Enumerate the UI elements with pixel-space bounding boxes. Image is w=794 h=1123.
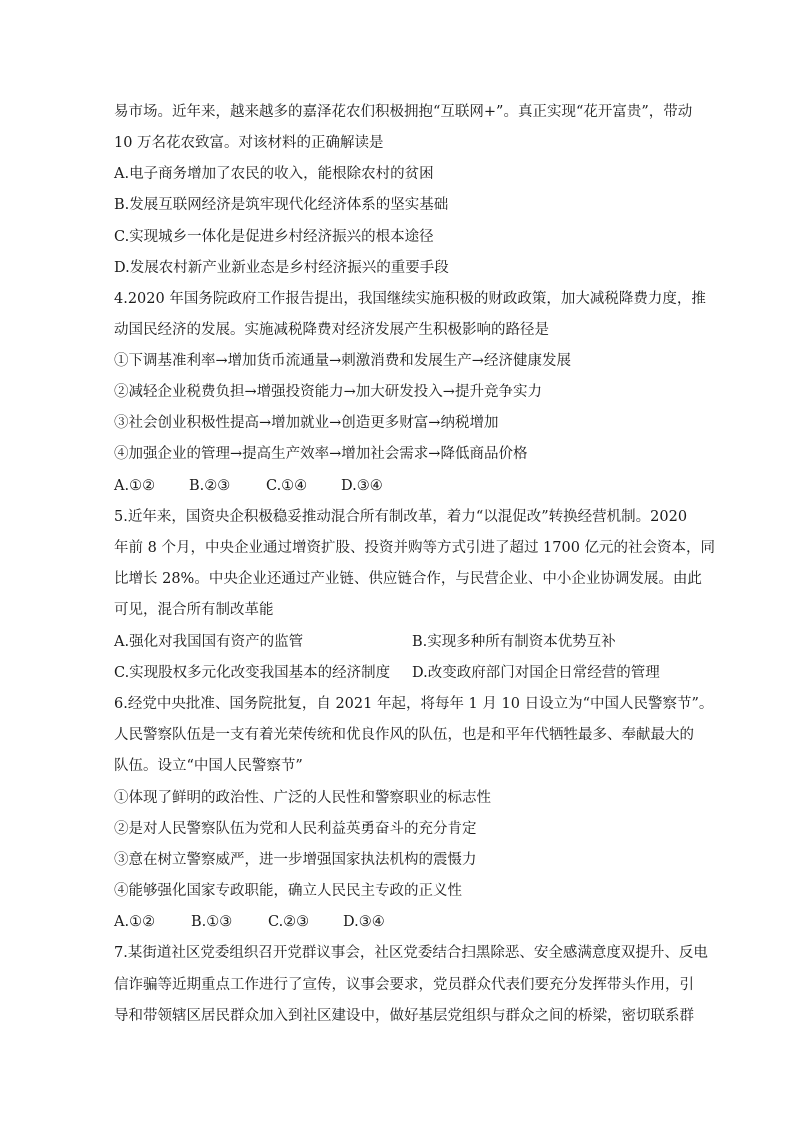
q6-item-3: ③意在树立警察威严，进一步增强国家执法机构的震慑力 <box>114 852 477 868</box>
q4-choice-d: D.③④ <box>341 478 383 494</box>
q4-item-2: ②减轻企业税费负担→增强投资能力→加大研发投入→提升竞争实力 <box>114 384 542 400</box>
q6-choice-b: B.①③ <box>191 914 233 930</box>
q5-stem-line-4: 可见，混合所有制改革能 <box>114 602 274 618</box>
q4-choice-c: C.①④ <box>266 478 308 494</box>
q6-stem-line-3: 队伍。设立“中国人民警察节” <box>114 758 303 774</box>
q6-choices <box>114 912 385 932</box>
q3-option-c: C.实现城乡一体化是促进乡村经济振兴的根本途径 <box>114 229 434 245</box>
q7-stem-line-1: 7.某街道社区党委组织召开党群议事会，社区党委结合扫黑除恶、安全感满意度双提升、反电 <box>114 945 708 961</box>
q4-stem-line-1: 4.2020 年国务院政府工作报告提出，我国继续实施积极的财政政策，加大减税降费力度，推 <box>114 291 706 307</box>
q6-item-2: ②是对人民警察队伍为党和人民利益英勇奋斗的充分肯定 <box>114 821 477 837</box>
q4-choice-b: B.②③ <box>189 478 231 494</box>
q6-choice-d: D.③④ <box>343 914 385 930</box>
q5-option-a: A.强化对我国国有资产的监管 <box>114 634 304 650</box>
q5-stem-line-2: 年前 8 个月，中央企业通过增资扩股、投资并购等方式引进了超过 1700 亿元的社会资本，同 <box>114 540 716 556</box>
q3-option-d: D.发展农村新产业新业态是乡村经济振兴的重要手段 <box>114 260 449 276</box>
q4-stem-line-2: 动国民经济的发展。实施减税降费对经济发展产生积极影响的路径是 <box>114 322 549 338</box>
q4-item-1: ①下调基准利率→增加货币流通量→刺激消费和发展生产→经济健康发展 <box>114 353 571 369</box>
q5-option-b: B.实现多种所有制资本优势互补 <box>412 634 616 650</box>
q5-option-d: D.改变政府部门对国企日常经营的管理 <box>412 665 660 681</box>
q4-choice-a: A.①② <box>114 478 156 494</box>
q5-stem-line-3: 比增长 28%。中央企业还通过产业链、供应链合作，与民营企业、中小企业协调发展。由此 <box>114 571 702 587</box>
q5-option-c: C.实现股权多元化改变我国基本的经济制度 <box>114 665 391 681</box>
q6-choice-a: A.①② <box>114 914 156 930</box>
q6-choice-c: C.②③ <box>268 914 310 930</box>
q3-stem-line-1: 易市场。近年来，越来越多的嘉泽花农们积极拥抱“互联网+”。真正实现“花开富贵”，带动 <box>114 104 693 120</box>
q3-stem-line-2: 10 万名花农致富。对该材料的正确解读是 <box>114 135 384 151</box>
q3-option-a: A.电子商务增加了农民的收入，能根除农村的贫困 <box>114 166 434 182</box>
q6-item-1: ①体现了鲜明的政治性、广泛的人民性和警察职业的标志性 <box>114 790 491 806</box>
q6-stem-line-1: 6.经党中央批准、国务院批复，自 2021 年起，将每年 1 月 10 日设立为“中国人民警察节”。 <box>114 696 714 712</box>
q7-stem-line-2: 信诈骗等近期重点工作进行了宣传，议事会要求，党员群众代表们要充分发挥带头作用，引 <box>114 977 694 993</box>
q3-option-b: B.发展互联网经济是筑牢现代化经济体系的坚实基础 <box>114 197 449 213</box>
q6-item-4: ④能够强化国家专政职能，确立人民民主专政的正义性 <box>114 883 462 899</box>
q4-choices <box>114 476 383 496</box>
q4-item-4: ④加强企业的管理→提高生产效率→增加社会需求→降低商品价格 <box>114 446 528 462</box>
q6-stem-line-2: 人民警察队伍是一支有着光荣传统和优良作风的队伍，也是和平年代牺牲最多、奉献最大的 <box>114 727 694 743</box>
q5-stem-line-1: 5.近年来，国资央企积极稳妥推动混合所有制改革，着力“以混促改”转换经营机制。2020 <box>114 509 688 525</box>
q7-stem-line-3: 导和带领辖区居民群众加入到社区建设中，做好基层党组织与群众之间的桥梁，密切联系群 <box>114 1008 694 1024</box>
q4-item-3: ③社会创业积极性提高→增加就业→创造更多财富→纳税增加 <box>114 415 499 431</box>
